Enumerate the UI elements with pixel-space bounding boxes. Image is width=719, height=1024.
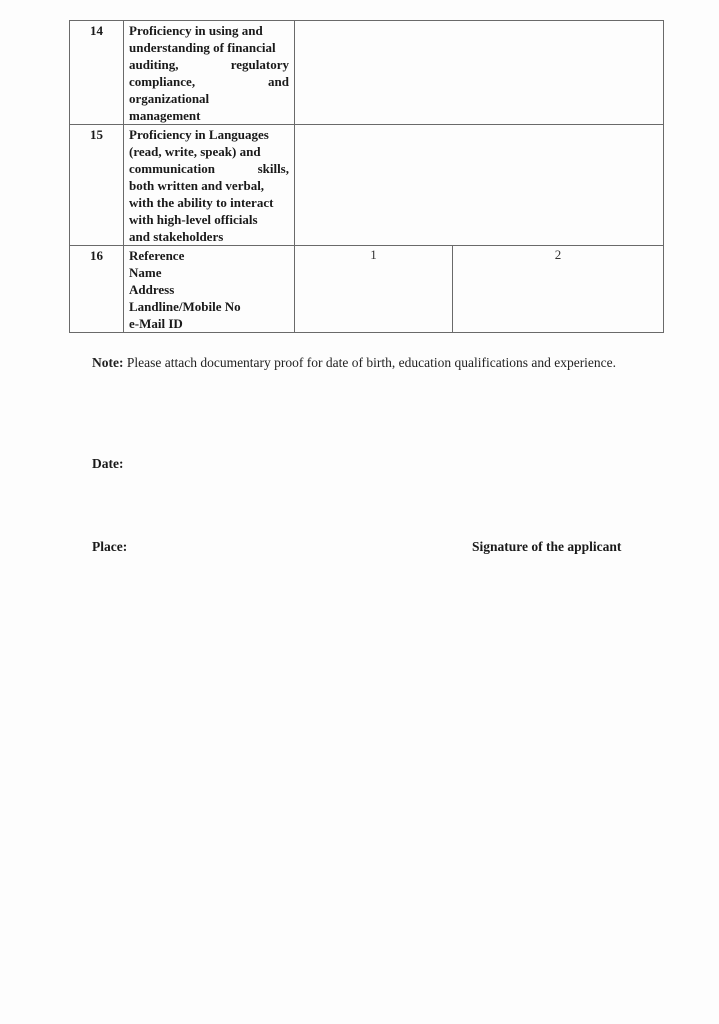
- note-paragraph: [92, 354, 640, 372]
- desc-line: organizational: [129, 91, 210, 106]
- row-description: [124, 125, 295, 246]
- desc-line-justified: auditing, regulatory: [129, 57, 289, 72]
- signature-label: Signature of the applicant: [472, 539, 622, 554]
- reference-2-cell[interactable]: [453, 246, 664, 333]
- note-lead: Note:: [92, 355, 124, 370]
- reference-1-heading: 1: [370, 247, 377, 262]
- desc-line: Landline/Mobile No: [129, 299, 241, 314]
- application-form-table: [69, 20, 664, 333]
- row-number: 16: [70, 246, 124, 333]
- desc-line: Address: [129, 282, 175, 297]
- desc-line: understanding of financial: [129, 40, 276, 55]
- row-description: [124, 246, 295, 333]
- row-description: [124, 21, 295, 125]
- answer-cell[interactable]: [295, 125, 664, 246]
- row-number: 14: [70, 21, 124, 125]
- desc-line: with high-level officials: [129, 212, 258, 227]
- reference-1-cell[interactable]: [295, 246, 453, 333]
- answer-cell[interactable]: [295, 21, 664, 125]
- table-row: [70, 125, 664, 246]
- table-row: [70, 21, 664, 125]
- reference-2-heading: 2: [554, 247, 562, 262]
- row-number: 15: [70, 125, 124, 246]
- desc-line: Name: [129, 265, 162, 280]
- desc-line: both written and verbal,: [129, 178, 265, 193]
- desc-line: Reference: [129, 248, 185, 263]
- desc-line: with the ability to interact: [129, 195, 274, 210]
- desc-line: Proficiency in Languages: [129, 127, 269, 142]
- desc-line: e-Mail ID: [129, 316, 183, 331]
- desc-line-justified: compliance, and: [129, 74, 289, 89]
- note-text: Please attach documentary proof for date of birth, education qualifications and experience.: [123, 355, 617, 370]
- desc-line-justified: communication skills,: [129, 161, 289, 176]
- place-label: Place:: [92, 539, 128, 554]
- desc-line: management: [129, 108, 201, 123]
- desc-line: Proficiency in using and: [129, 23, 263, 38]
- table-row: [70, 246, 664, 333]
- desc-line: and stakeholders: [129, 229, 224, 244]
- desc-line: (read, write, speak) and: [129, 144, 261, 159]
- date-label: Date:: [92, 456, 124, 471]
